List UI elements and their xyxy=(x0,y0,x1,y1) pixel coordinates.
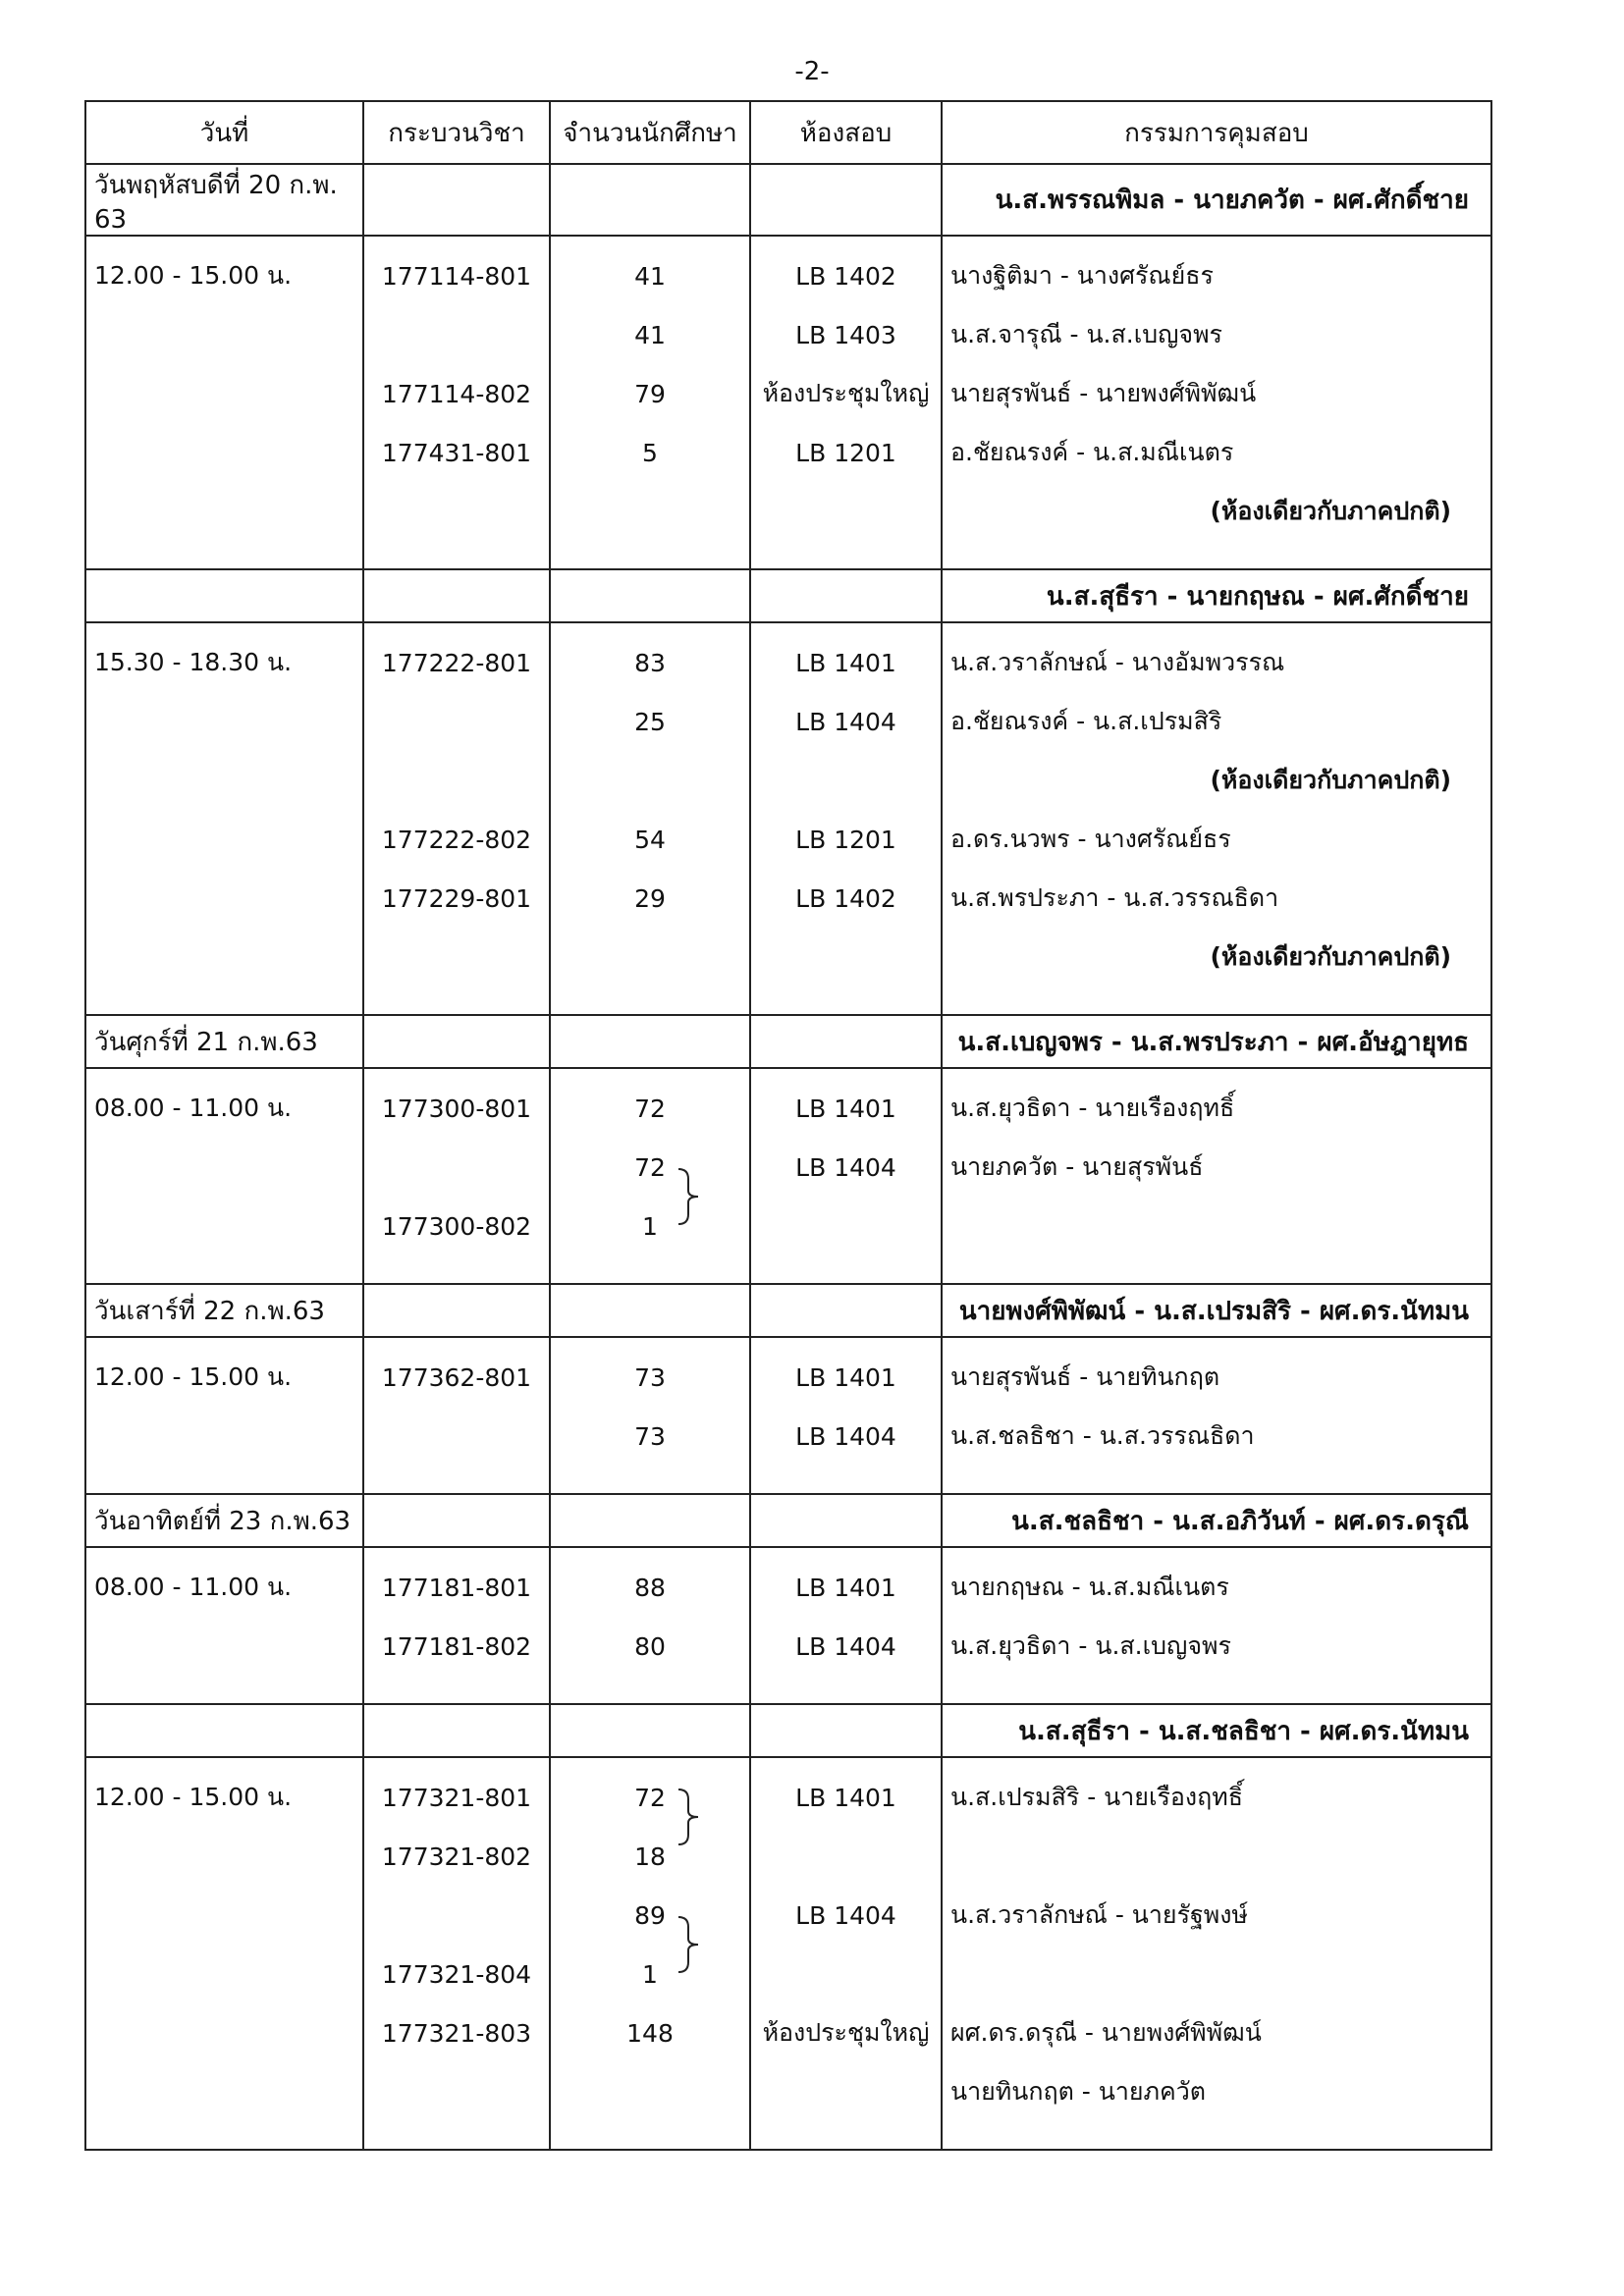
exam-room: LB 1401 xyxy=(750,1068,942,1138)
exam-schedule-table xyxy=(84,100,1492,2151)
course-code: 177300-802 xyxy=(363,1197,550,1255)
day-row-empty-cell xyxy=(750,164,942,236)
exam-time-empty xyxy=(85,751,363,810)
exam-room xyxy=(750,751,942,810)
student-count-value: 1 xyxy=(642,1211,658,1241)
day-row-empty-cell xyxy=(750,1704,942,1757)
head-proctors: นายพงศ์พิพัฒน์ - น.ส.เปรมสิริ - ผศ.ดร.นัทมน xyxy=(942,1284,1491,1337)
proctor-names: นายสุรพันธ์ - นายพงศ์พิพัฒน์ xyxy=(942,364,1491,423)
exam-time: 12.00 - 15.00 น. xyxy=(85,236,363,305)
student-count xyxy=(550,751,750,810)
exam-room: LB 1403 xyxy=(750,305,942,364)
student-count xyxy=(550,1547,750,1617)
student-count xyxy=(550,1337,750,1407)
page-number: -2- xyxy=(794,57,830,86)
head-proctors: น.ส.เบญจพร - น.ส.พรประภา - ผศ.อัษฎายุทธ xyxy=(942,1015,1491,1068)
proctor-names: น.ส.ยุวธิดา - นายเรืองฤทธิ์ xyxy=(942,1068,1491,1138)
course-code xyxy=(363,1886,550,1945)
proctor-names: อ.ดร.นวพร - นางศรัณย์ธร xyxy=(942,810,1491,869)
header-date: วันที่ xyxy=(85,101,363,164)
proctor-names: ผศ.ดร.ดรุณี - นายพงศ์พิพัฒน์ xyxy=(942,2003,1491,2062)
day-row-empty-cell xyxy=(550,569,750,622)
student-count xyxy=(550,1617,750,1676)
table-row xyxy=(85,1197,1491,1255)
exam-time-empty xyxy=(85,1138,363,1197)
proctor-names: นายภควัต - นายสุรพันธ์ xyxy=(942,1138,1491,1197)
day-row-empty-cell xyxy=(750,1015,942,1068)
head-proctors: น.ส.สุธีรา - นายกฤษณ - ผศ.ศักดิ์ชาย xyxy=(942,569,1491,622)
day-row-empty-cell xyxy=(363,1704,550,1757)
table-row xyxy=(85,1138,1491,1197)
course-code: 177431-801 xyxy=(363,423,550,482)
course-code xyxy=(363,751,550,810)
student-count xyxy=(550,482,750,541)
student-count xyxy=(550,236,750,305)
course-code xyxy=(363,2062,550,2121)
day-row-empty-cell xyxy=(750,569,942,622)
course-code: 177229-801 xyxy=(363,869,550,928)
exam-time-empty xyxy=(85,2003,363,2062)
exam-room xyxy=(750,2062,942,2121)
table-row xyxy=(85,1886,1491,1945)
student-count xyxy=(550,928,750,987)
student-count xyxy=(550,869,750,928)
student-count xyxy=(550,1886,750,1945)
proctor-names: น.ส.วราลักษณ์ - นางอัมพวรรณ xyxy=(942,622,1491,692)
day-row xyxy=(85,1284,1491,1337)
header-count: จำนวนนักศึกษา xyxy=(550,101,750,164)
block-spacer-row xyxy=(85,2121,1491,2150)
proctor-names: นายสุรพันธ์ - นายทินกฤต xyxy=(942,1337,1491,1407)
proctor-names: น.ส.วราลักษณ์ - นายรัฐพงษ์ xyxy=(942,1886,1491,1945)
day-row-empty-cell xyxy=(550,1015,750,1068)
student-count-value: 41 xyxy=(634,261,666,291)
course-code: 177181-802 xyxy=(363,1617,550,1676)
student-count-value: 54 xyxy=(634,825,666,854)
exam-time-empty xyxy=(85,1197,363,1255)
student-count xyxy=(550,1827,750,1886)
exam-time-empty xyxy=(85,1945,363,2003)
exam-time: 12.00 - 15.00 น. xyxy=(85,1757,363,1827)
header-room: ห้องสอบ xyxy=(750,101,942,164)
exam-time-empty xyxy=(85,305,363,364)
day-row xyxy=(85,164,1491,236)
block-spacer-row xyxy=(85,1466,1491,1494)
student-count-value: 5 xyxy=(642,438,658,467)
table-row xyxy=(85,1827,1491,1886)
course-code: 177181-801 xyxy=(363,1547,550,1617)
head-proctors: น.ส.สุธีรา - น.ส.ชลธิชา - ผศ.ดร.นัทมน xyxy=(942,1704,1491,1757)
course-code: 177222-801 xyxy=(363,622,550,692)
exam-room: LB 1401 xyxy=(750,1757,942,1827)
exam-time-empty xyxy=(85,1407,363,1466)
course-code: 177114-801 xyxy=(363,236,550,305)
exam-time-empty xyxy=(85,928,363,987)
exam-time-empty xyxy=(85,364,363,423)
block-spacer-row xyxy=(85,541,1491,569)
exam-room: LB 1402 xyxy=(750,869,942,928)
course-code xyxy=(363,928,550,987)
exam-room: LB 1402 xyxy=(750,236,942,305)
student-count-value: 72 xyxy=(634,1094,666,1123)
course-code xyxy=(363,692,550,751)
course-code: 177114-802 xyxy=(363,364,550,423)
exam-time: 08.00 - 11.00 น. xyxy=(85,1547,363,1617)
same-room-note: (ห้องเดียวกับภาคปกติ) xyxy=(942,482,1491,541)
exam-time-empty xyxy=(85,1617,363,1676)
table-row xyxy=(85,1068,1491,1138)
course-code xyxy=(363,1407,550,1466)
exam-room: ห้องประชุมใหญ่ xyxy=(750,364,942,423)
exam-time: 15.30 - 18.30 น. xyxy=(85,622,363,692)
day-label: วันศุกร์ที่ 21 ก.พ.63 xyxy=(85,1015,363,1068)
day-row xyxy=(85,1015,1491,1068)
table-row xyxy=(85,622,1491,692)
table-row xyxy=(85,364,1491,423)
table-row xyxy=(85,928,1491,987)
exam-time-empty xyxy=(85,2062,363,2121)
exam-room: LB 1401 xyxy=(750,1547,942,1617)
proctor-names: อ.ชัยณรงค์ - น.ส.มณีเนตร xyxy=(942,423,1491,482)
exam-schedule-table-wrap xyxy=(84,100,1490,2151)
head-proctors: น.ส.ชลธิชา - น.ส.อภิวันท์ - ผศ.ดร.ดรุณี xyxy=(942,1494,1491,1547)
header-course: กระบวนวิชา xyxy=(363,101,550,164)
exam-room xyxy=(750,1827,942,1886)
student-count-value: 73 xyxy=(634,1421,666,1451)
table-row xyxy=(85,1617,1491,1676)
day-row xyxy=(85,1704,1491,1757)
course-code: 177321-802 xyxy=(363,1827,550,1886)
student-count-value: 41 xyxy=(634,320,666,349)
student-count xyxy=(550,2062,750,2121)
student-count xyxy=(550,692,750,751)
proctor-names: น.ส.ยุวธิดา - น.ส.เบญจพร xyxy=(942,1617,1491,1676)
proctor-names: น.ส.ชลธิชา - น.ส.วรรณธิดา xyxy=(942,1407,1491,1466)
proctor-names: น.ส.จารุณี - น.ส.เบญจพร xyxy=(942,305,1491,364)
block-spacer-row xyxy=(85,987,1491,1015)
student-count xyxy=(550,622,750,692)
day-row-empty-cell xyxy=(550,1284,750,1337)
header-proctor: กรรมการคุมสอบ xyxy=(942,101,1491,164)
exam-room: LB 1404 xyxy=(750,1617,942,1676)
student-count-value: 148 xyxy=(626,2018,674,2048)
header-row xyxy=(85,101,1491,164)
table-row xyxy=(85,810,1491,869)
proctor-names xyxy=(942,1827,1491,1886)
course-code: 177321-804 xyxy=(363,1945,550,2003)
schedule-body xyxy=(85,164,1491,2150)
student-count-value: 79 xyxy=(634,379,666,408)
table-row xyxy=(85,1757,1491,1827)
student-count xyxy=(550,1407,750,1466)
day-label: วันอาทิตย์ที่ 23 ก.พ.63 xyxy=(85,1494,363,1547)
student-count-value: 73 xyxy=(634,1362,666,1392)
student-count-value: 18 xyxy=(634,1842,666,1871)
proctor-names: นางฐิติมา - นางศรัณย์ธร xyxy=(942,236,1491,305)
student-count xyxy=(550,1945,750,2003)
student-count xyxy=(550,1757,750,1827)
course-code: 177321-801 xyxy=(363,1757,550,1827)
same-room-note: (ห้องเดียวกับภาคปกติ) xyxy=(942,751,1491,810)
student-count xyxy=(550,2003,750,2062)
student-count-value: 88 xyxy=(634,1573,666,1602)
course-code xyxy=(363,482,550,541)
day-label xyxy=(85,1704,363,1757)
proctor-names xyxy=(942,1197,1491,1255)
table-row xyxy=(85,1547,1491,1617)
table-row xyxy=(85,423,1491,482)
day-row-empty-cell xyxy=(550,164,750,236)
exam-time: 08.00 - 11.00 น. xyxy=(85,1068,363,1138)
course-code xyxy=(363,305,550,364)
student-count-value: 29 xyxy=(634,883,666,913)
proctor-names xyxy=(942,1945,1491,2003)
day-label xyxy=(85,569,363,622)
exam-time-empty xyxy=(85,482,363,541)
table-row xyxy=(85,1407,1491,1466)
table-row xyxy=(85,1945,1491,2003)
exam-room: LB 1404 xyxy=(750,1886,942,1945)
day-row-empty-cell xyxy=(750,1284,942,1337)
day-row-empty-cell xyxy=(363,1284,550,1337)
block-spacer-row xyxy=(85,1676,1491,1704)
exam-room xyxy=(750,928,942,987)
exam-room xyxy=(750,482,942,541)
proctor-names: น.ส.พรประภา - น.ส.วรรณธิดา xyxy=(942,869,1491,928)
student-count-value: 72 xyxy=(634,1783,666,1812)
student-count xyxy=(550,305,750,364)
table-row xyxy=(85,869,1491,928)
table-row xyxy=(85,2003,1491,2062)
student-count xyxy=(550,1197,750,1255)
day-row-empty-cell xyxy=(363,164,550,236)
exam-time: 12.00 - 15.00 น. xyxy=(85,1337,363,1407)
proctor-names: อ.ชัยณรงค์ - น.ส.เปรมสิริ xyxy=(942,692,1491,751)
exam-room: LB 1401 xyxy=(750,1337,942,1407)
exam-room: ห้องประชุมใหญ่ xyxy=(750,2003,942,2062)
student-count-value: 1 xyxy=(642,1959,658,1989)
day-row-empty-cell xyxy=(750,1494,942,1547)
student-count xyxy=(550,1068,750,1138)
student-count-value: 80 xyxy=(634,1631,666,1661)
course-code: 177321-803 xyxy=(363,2003,550,2062)
day-row xyxy=(85,569,1491,622)
course-code xyxy=(363,1138,550,1197)
table-row xyxy=(85,692,1491,751)
exam-room: LB 1404 xyxy=(750,692,942,751)
proctor-names: นายทินกฤต - นายภควัต xyxy=(942,2062,1491,2121)
day-row-empty-cell xyxy=(550,1704,750,1757)
day-row xyxy=(85,1494,1491,1547)
student-count xyxy=(550,1138,750,1197)
proctor-names: น.ส.เปรมสิริ - นายเรืองฤทธิ์ xyxy=(942,1757,1491,1827)
exam-room xyxy=(750,1197,942,1255)
day-row-empty-cell xyxy=(550,1494,750,1547)
day-row-empty-cell xyxy=(363,1494,550,1547)
student-count xyxy=(550,364,750,423)
student-count-value: 25 xyxy=(634,707,666,736)
proctor-names: นายกฤษณ - น.ส.มณีเนตร xyxy=(942,1547,1491,1617)
exam-room: LB 1404 xyxy=(750,1138,942,1197)
table-row xyxy=(85,1337,1491,1407)
exam-room: LB 1401 xyxy=(750,622,942,692)
table-row xyxy=(85,751,1491,810)
student-count-value: 72 xyxy=(634,1152,666,1182)
student-count-value: 83 xyxy=(634,648,666,677)
exam-room: LB 1404 xyxy=(750,1407,942,1466)
day-row-empty-cell xyxy=(363,569,550,622)
block-spacer-row xyxy=(85,1255,1491,1284)
same-room-note: (ห้องเดียวกับภาคปกติ) xyxy=(942,928,1491,987)
exam-time-empty xyxy=(85,423,363,482)
day-label: วันเสาร์ที่ 22 ก.พ.63 xyxy=(85,1284,363,1337)
exam-room: LB 1201 xyxy=(750,810,942,869)
student-count xyxy=(550,810,750,869)
exam-time-empty xyxy=(85,1827,363,1886)
student-count-value: 89 xyxy=(634,1900,666,1930)
exam-room xyxy=(750,1945,942,2003)
student-count xyxy=(550,423,750,482)
exam-time-empty xyxy=(85,1886,363,1945)
course-code: 177362-801 xyxy=(363,1337,550,1407)
exam-time-empty xyxy=(85,869,363,928)
course-code: 177300-801 xyxy=(363,1068,550,1138)
table-row xyxy=(85,305,1491,364)
course-code: 177222-802 xyxy=(363,810,550,869)
table-row xyxy=(85,482,1491,541)
table-row xyxy=(85,2062,1491,2121)
exam-time-empty xyxy=(85,810,363,869)
head-proctors: น.ส.พรรณพิมล - นายภควัต - ผศ.ศักดิ์ชาย xyxy=(942,164,1491,236)
table-row xyxy=(85,236,1491,305)
day-label: วันพฤหัสบดีที่ 20 ก.พ. 63 xyxy=(85,164,363,236)
day-row-empty-cell xyxy=(363,1015,550,1068)
exam-room: LB 1201 xyxy=(750,423,942,482)
exam-time-empty xyxy=(85,692,363,751)
